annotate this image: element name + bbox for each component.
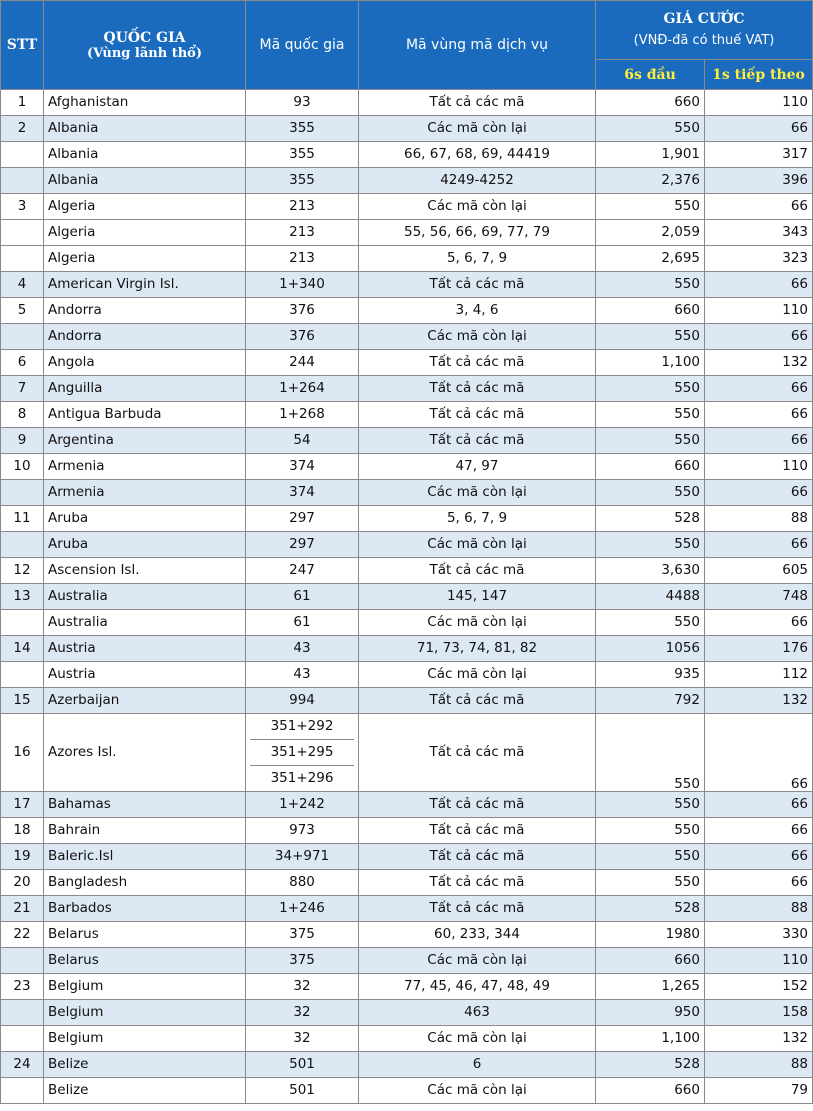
row-country-code: 351+292 <box>250 714 354 740</box>
table-row <box>1 142 813 168</box>
row-price-first-6s: 935 <box>596 662 705 688</box>
row-area-code: Tất cả các mã <box>359 896 596 922</box>
row-country-code: 297 <box>246 532 359 558</box>
row-stt: 18 <box>1 818 44 844</box>
table-body <box>1 90 813 1104</box>
row-price-first-6s: 1,901 <box>596 142 705 168</box>
table-row <box>1 688 813 714</box>
row-price-next-1s: 66 <box>705 480 813 506</box>
table-row <box>1 714 813 792</box>
table-row <box>1 818 813 844</box>
row-country: Aruba <box>44 532 246 558</box>
row-stt: 5 <box>1 298 44 324</box>
row-price-next-1s: 66 <box>705 532 813 558</box>
row-country-code: 973 <box>246 818 359 844</box>
row-country: Armenia <box>44 480 246 506</box>
row-area-code: Tất cả các mã <box>359 90 596 116</box>
table-row <box>1 948 813 974</box>
row-country-code: 1+246 <box>246 896 359 922</box>
row-price-next-1s: 323 <box>705 246 813 272</box>
row-stt <box>1 1078 44 1104</box>
table-row <box>1 428 813 454</box>
row-area-code: Tất cả các mã <box>359 350 596 376</box>
table-row <box>1 1052 813 1078</box>
table-row <box>1 532 813 558</box>
row-country: Australia <box>44 610 246 636</box>
row-stt: 19 <box>1 844 44 870</box>
row-stt <box>1 142 44 168</box>
row-price-next-1s: 748 <box>705 584 813 610</box>
row-country-code: 501 <box>246 1078 359 1104</box>
row-country-code: 1+242 <box>246 792 359 818</box>
table-row <box>1 870 813 896</box>
row-price-next-1s: 66 <box>705 818 813 844</box>
row-stt <box>1 246 44 272</box>
row-country-code: 32 <box>246 974 359 1000</box>
table-row <box>1 454 813 480</box>
row-area-code: Các mã còn lại <box>359 662 596 688</box>
row-country: Andorra <box>44 324 246 350</box>
row-stt: 13 <box>1 584 44 610</box>
row-price-next-1s: 132 <box>705 350 813 376</box>
row-stt: 17 <box>1 792 44 818</box>
row-price-next-1s: 66 <box>705 844 813 870</box>
row-price-next-1s: 110 <box>705 90 813 116</box>
row-country-code: 355 <box>246 168 359 194</box>
row-country-code: 374 <box>246 454 359 480</box>
row-price-next-1s: 66 <box>705 402 813 428</box>
row-price-first-6s: 550 <box>596 844 705 870</box>
row-stt: 4 <box>1 272 44 298</box>
row-country-code: 1+340 <box>246 272 359 298</box>
table-row <box>1 1026 813 1052</box>
row-stt: 21 <box>1 896 44 922</box>
row-country: Algeria <box>44 194 246 220</box>
row-price-first-6s: 660 <box>596 90 705 116</box>
row-price-next-1s: 176 <box>705 636 813 662</box>
row-price-first-6s: 792 <box>596 688 705 714</box>
header-stt-label: STT <box>6 37 38 53</box>
row-country-code: 61 <box>246 610 359 636</box>
header-country-code <box>246 1 359 90</box>
table-row <box>1 636 813 662</box>
row-price-first-6s: 3,630 <box>596 558 705 584</box>
row-country-code: 376 <box>246 324 359 350</box>
row-area-code: 3, 4, 6 <box>359 298 596 324</box>
row-price-next-1s: 66 <box>705 428 813 454</box>
row-price-next-1s: 66 <box>705 714 813 792</box>
row-area-code: 5, 6, 7, 9 <box>359 246 596 272</box>
row-country: Belize <box>44 1078 246 1104</box>
row-price-next-1s: 66 <box>705 272 813 298</box>
row-stt: 22 <box>1 922 44 948</box>
row-price-next-1s: 66 <box>705 610 813 636</box>
row-country: Aruba <box>44 506 246 532</box>
row-country-code: 93 <box>246 90 359 116</box>
row-stt: 12 <box>1 558 44 584</box>
table-row <box>1 896 813 922</box>
row-price-first-6s: 550 <box>596 792 705 818</box>
row-area-code: 60, 233, 344 <box>359 922 596 948</box>
row-price-first-6s: 660 <box>596 298 705 324</box>
table-row <box>1 350 813 376</box>
row-country-code: 351+296 <box>270 770 334 786</box>
table-row <box>1 844 813 870</box>
header-first-6s-label: 6s đầu <box>624 66 676 83</box>
header-next-1s <box>705 60 813 90</box>
table-row <box>1 376 813 402</box>
row-area-code: Tất cả các mã <box>359 818 596 844</box>
row-country: Andorra <box>44 298 246 324</box>
row-stt: 10 <box>1 454 44 480</box>
row-country-code: 880 <box>246 870 359 896</box>
row-price-first-6s: 528 <box>596 506 705 532</box>
table-row <box>1 324 813 350</box>
row-country-code: 375 <box>246 922 359 948</box>
row-price-first-6s: 550 <box>596 194 705 220</box>
row-country: Argentina <box>44 428 246 454</box>
row-country-code: 43 <box>246 662 359 688</box>
row-stt: 15 <box>1 688 44 714</box>
row-stt: 3 <box>1 194 44 220</box>
row-country: Bahrain <box>44 818 246 844</box>
row-stt <box>1 168 44 194</box>
row-price-next-1s: 158 <box>705 1000 813 1026</box>
row-price-next-1s: 110 <box>705 454 813 480</box>
row-price-next-1s: 112 <box>705 662 813 688</box>
row-price-next-1s: 330 <box>705 922 813 948</box>
row-price-next-1s: 88 <box>705 896 813 922</box>
table-header <box>1 1 813 90</box>
row-country: Belarus <box>44 922 246 948</box>
row-price-next-1s: 152 <box>705 974 813 1000</box>
row-price-first-6s: 550 <box>596 324 705 350</box>
row-country: Azores Isl. <box>44 714 246 792</box>
table-row <box>1 402 813 428</box>
row-price-next-1s: 66 <box>705 870 813 896</box>
row-area-code: Tất cả các mã <box>359 402 596 428</box>
row-stt: 24 <box>1 1052 44 1078</box>
row-country: Albania <box>44 142 246 168</box>
row-country: Bahamas <box>44 792 246 818</box>
row-stt <box>1 610 44 636</box>
table-row <box>1 506 813 532</box>
row-country: American Virgin Isl. <box>44 272 246 298</box>
row-area-code: Các mã còn lại <box>359 194 596 220</box>
row-country: Belarus <box>44 948 246 974</box>
row-stt <box>1 662 44 688</box>
row-stt: 2 <box>1 116 44 142</box>
row-country: Albania <box>44 116 246 142</box>
row-country: Australia <box>44 584 246 610</box>
row-price-next-1s: 605 <box>705 558 813 584</box>
row-country-code: 994 <box>246 688 359 714</box>
row-stt: 23 <box>1 974 44 1000</box>
table-row <box>1 116 813 142</box>
row-stt: 7 <box>1 376 44 402</box>
table-row <box>1 298 813 324</box>
row-area-code: 463 <box>359 1000 596 1026</box>
row-price-next-1s: 88 <box>705 506 813 532</box>
row-country-code: 247 <box>246 558 359 584</box>
row-price-first-6s: 1,100 <box>596 350 705 376</box>
row-area-code: Tất cả các mã <box>359 714 596 792</box>
row-area-code: Tất cả các mã <box>359 376 596 402</box>
row-price-first-6s: 550 <box>596 480 705 506</box>
header-area-code <box>359 1 596 90</box>
header-price <box>596 1 813 60</box>
header-stt <box>1 1 44 90</box>
row-price-next-1s: 79 <box>705 1078 813 1104</box>
row-price-first-6s: 550 <box>596 428 705 454</box>
row-price-first-6s: 550 <box>596 870 705 896</box>
row-price-next-1s: 317 <box>705 142 813 168</box>
row-country: Belgium <box>44 1026 246 1052</box>
row-country: Algeria <box>44 220 246 246</box>
row-price-next-1s: 66 <box>705 376 813 402</box>
row-price-first-6s: 550 <box>596 402 705 428</box>
row-price-first-6s: 550 <box>596 116 705 142</box>
row-stt: 14 <box>1 636 44 662</box>
header-first-6s <box>596 60 705 90</box>
row-country: Armenia <box>44 454 246 480</box>
row-area-code: Tất cả các mã <box>359 792 596 818</box>
row-area-code: 77, 45, 46, 47, 48, 49 <box>359 974 596 1000</box>
row-area-code: Các mã còn lại <box>359 1078 596 1104</box>
row-area-code: Tất cả các mã <box>359 558 596 584</box>
header-price-sublabel: (VNĐ-đã có thuế VAT) <box>633 32 775 48</box>
row-country-code: 32 <box>246 1000 359 1026</box>
table-row <box>1 974 813 1000</box>
table-row <box>1 610 813 636</box>
table-row <box>1 1000 813 1026</box>
row-area-code: Các mã còn lại <box>359 116 596 142</box>
row-stt <box>1 948 44 974</box>
row-price-next-1s: 88 <box>705 1052 813 1078</box>
row-area-code: Các mã còn lại <box>359 480 596 506</box>
row-price-first-6s: 550 <box>596 532 705 558</box>
row-price-next-1s: 110 <box>705 948 813 974</box>
row-country-code: 1+264 <box>246 376 359 402</box>
row-country: Austria <box>44 636 246 662</box>
row-price-first-6s: 550 <box>596 714 705 792</box>
table-row <box>1 1078 813 1104</box>
row-stt <box>1 1026 44 1052</box>
row-stt: 1 <box>1 90 44 116</box>
row-country-code: 54 <box>246 428 359 454</box>
table-row <box>1 194 813 220</box>
table-row <box>1 90 813 116</box>
row-price-next-1s: 66 <box>705 324 813 350</box>
row-country-codes <box>246 714 359 792</box>
row-area-code: 55, 56, 66, 69, 77, 79 <box>359 220 596 246</box>
row-country: Ascension Isl. <box>44 558 246 584</box>
row-area-code: 66, 67, 68, 69, 44419 <box>359 142 596 168</box>
row-price-next-1s: 66 <box>705 116 813 142</box>
row-price-next-1s: 66 <box>705 792 813 818</box>
row-stt <box>1 480 44 506</box>
row-area-code: 6 <box>359 1052 596 1078</box>
row-price-first-6s: 2,376 <box>596 168 705 194</box>
row-area-code: Các mã còn lại <box>359 610 596 636</box>
row-country: Algeria <box>44 246 246 272</box>
row-stt: 8 <box>1 402 44 428</box>
row-country-code: 376 <box>246 298 359 324</box>
row-country: Belize <box>44 1052 246 1078</box>
row-price-first-6s: 550 <box>596 610 705 636</box>
row-price-first-6s: 550 <box>596 376 705 402</box>
row-stt <box>1 324 44 350</box>
row-country-code: 61 <box>246 584 359 610</box>
row-area-code: Các mã còn lại <box>359 1026 596 1052</box>
row-area-code: Các mã còn lại <box>359 324 596 350</box>
row-price-next-1s: 396 <box>705 168 813 194</box>
row-country: Anguilla <box>44 376 246 402</box>
row-area-code: Tất cả các mã <box>359 272 596 298</box>
table-row <box>1 558 813 584</box>
header-country <box>44 1 246 90</box>
row-country: Belgium <box>44 1000 246 1026</box>
row-country: Azerbaijan <box>44 688 246 714</box>
row-area-code: 71, 73, 74, 81, 82 <box>359 636 596 662</box>
header-price-label: GIÁ CƯỚC <box>663 11 745 28</box>
row-country-code: 43 <box>246 636 359 662</box>
row-area-code: 47, 97 <box>359 454 596 480</box>
row-price-first-6s: 1,265 <box>596 974 705 1000</box>
row-price-first-6s: 660 <box>596 1078 705 1104</box>
row-country: Austria <box>44 662 246 688</box>
header-country-sublabel: (Vùng lãnh thổ) <box>87 45 202 61</box>
row-area-code: Các mã còn lại <box>359 948 596 974</box>
row-country: Antigua Barbuda <box>44 402 246 428</box>
header-next-1s-label: 1s tiếp theo <box>712 66 805 83</box>
row-stt <box>1 220 44 246</box>
row-price-first-6s: 660 <box>596 454 705 480</box>
row-country-code: 32 <box>246 1026 359 1052</box>
row-country-code: 375 <box>246 948 359 974</box>
row-area-code: Tất cả các mã <box>359 870 596 896</box>
row-price-next-1s: 66 <box>705 194 813 220</box>
row-price-next-1s: 132 <box>705 1026 813 1052</box>
row-country: Angola <box>44 350 246 376</box>
row-price-next-1s: 343 <box>705 220 813 246</box>
row-price-first-6s: 550 <box>596 272 705 298</box>
row-stt: 11 <box>1 506 44 532</box>
row-area-code: 4249-4252 <box>359 168 596 194</box>
row-country-code: 34+971 <box>246 844 359 870</box>
table-row <box>1 792 813 818</box>
row-country: Albania <box>44 168 246 194</box>
row-stt: 16 <box>1 714 44 792</box>
row-country-code: 213 <box>246 220 359 246</box>
row-stt: 9 <box>1 428 44 454</box>
row-country-code: 213 <box>246 194 359 220</box>
row-country-code: 351+295 <box>250 740 354 766</box>
header-country-label: QUỐC GIA <box>103 29 186 46</box>
row-country: Afghanistan <box>44 90 246 116</box>
row-country-code: 355 <box>246 142 359 168</box>
header-area-code-label: Mã vùng mã dịch vụ <box>405 37 549 53</box>
row-country-code: 297 <box>246 506 359 532</box>
row-stt <box>1 1000 44 1026</box>
row-price-first-6s: 1,100 <box>596 1026 705 1052</box>
table-row <box>1 480 813 506</box>
table-row <box>1 246 813 272</box>
table-row <box>1 584 813 610</box>
row-price-first-6s: 528 <box>596 896 705 922</box>
row-country-code: 1+268 <box>246 402 359 428</box>
row-country: Bangladesh <box>44 870 246 896</box>
table-row <box>1 220 813 246</box>
row-area-code: 5, 6, 7, 9 <box>359 506 596 532</box>
row-area-code: 145, 147 <box>359 584 596 610</box>
row-price-first-6s: 550 <box>596 818 705 844</box>
row-country-code: 213 <box>246 246 359 272</box>
row-area-code: Tất cả các mã <box>359 428 596 454</box>
row-country: Belgium <box>44 974 246 1000</box>
row-country-code: 244 <box>246 350 359 376</box>
row-country-code: 501 <box>246 1052 359 1078</box>
row-stt: 20 <box>1 870 44 896</box>
header-country-code-label: Mã quốc gia <box>259 37 345 53</box>
row-area-code: Các mã còn lại <box>359 532 596 558</box>
table-row <box>1 922 813 948</box>
row-price-first-6s: 2,695 <box>596 246 705 272</box>
row-country-code: 374 <box>246 480 359 506</box>
row-price-first-6s: 1056 <box>596 636 705 662</box>
row-price-first-6s: 660 <box>596 948 705 974</box>
row-country: Barbados <box>44 896 246 922</box>
row-stt: 6 <box>1 350 44 376</box>
row-price-first-6s: 2,059 <box>596 220 705 246</box>
table-row <box>1 662 813 688</box>
row-country: Baleric.Isl <box>44 844 246 870</box>
row-country-code: 355 <box>246 116 359 142</box>
row-stt <box>1 532 44 558</box>
row-price-next-1s: 110 <box>705 298 813 324</box>
row-area-code: Tất cả các mã <box>359 844 596 870</box>
table-row <box>1 272 813 298</box>
row-price-first-6s: 4488 <box>596 584 705 610</box>
row-price-first-6s: 950 <box>596 1000 705 1026</box>
row-price-first-6s: 528 <box>596 1052 705 1078</box>
row-area-code: Tất cả các mã <box>359 688 596 714</box>
row-price-next-1s: 132 <box>705 688 813 714</box>
row-price-first-6s: 1980 <box>596 922 705 948</box>
table-row <box>1 168 813 194</box>
